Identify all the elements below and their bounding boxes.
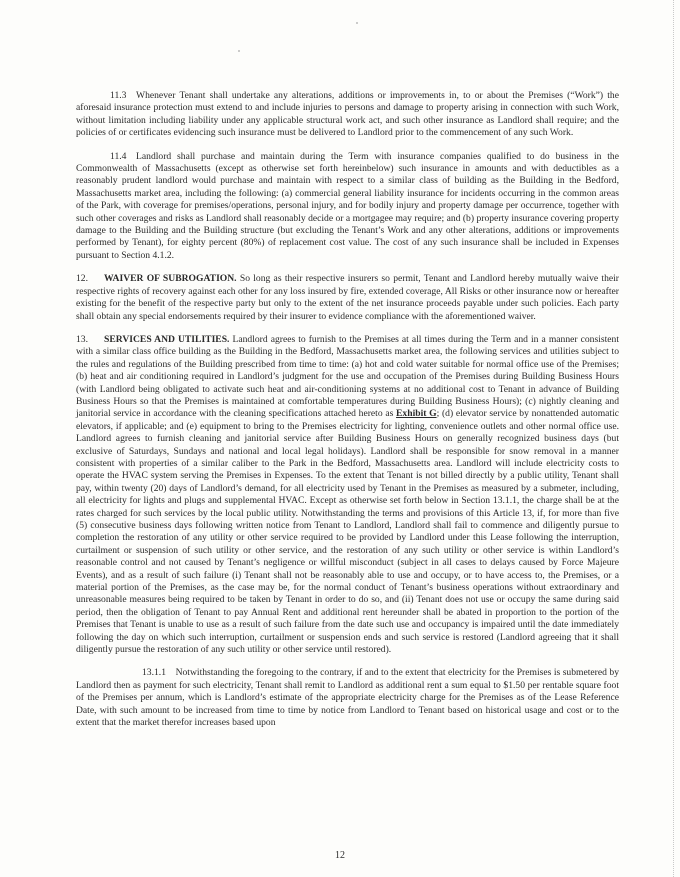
scan-edge: [665, 0, 674, 877]
section-12-heading: WAIVER OF SUBROGATION.: [104, 273, 237, 285]
section-12-number: 12.: [76, 273, 88, 285]
section-13-body-b: ; (d) elevator service by nonattended automatic elevators, if applicable; and (e) equipment to bring to the Premises electricity for lighting, convenience outlets and other normal office use. Landlord agrees to furnish cleaning and janitorial service after Building Business Hours on generally recognized business days (but exclusive of Saturdays, Sundays and national and local legal holidays). Landlord shall be responsible for snow removal in a manner consistent with properties of a similar caliber to the Park in the Bedford, Massachusetts area. Landlord will include electricity costs to operate the HVAC system serving the Premises in Expenses. To the extent that Tenant is not billed directly by a public utility, Tenant shall pay, within twenty (20) days of Landlord’s demand, for all electricity used by Tenant in the Premises as measured by a submeter, including, all electricity for lights and plugs and supplemental HVAC. Except as otherwise set forth below in Section 13.1.1, the charge shall be at the rates charged for such services by the local public utility. Notwithstanding the terms and provisions of this Article 13, if, for more than five (5) consecutive business days following written notice from Tenant to Landlord, Landlord shall fail to commence and diligently pursue to completion the restoration of any utility or other service required to be provided by Landlord under this Lease following the interruption, curtailment or suspension of such utility or other service, and the restoration of any such utility or other service is within Landlord’s reasonable control and not caused by Tenant’s negligence or willful misconduct (subject in all cases to delays caused by Force Majeure Events), and as a result of such failure (i) Tenant shall not be reasonably able to use and occupy, or to have access to, the Premises, or a material portion of the Premises, as the case may be, for the normal conduct of Tenant’s business operations without extraordinary and unreasonable measures being required to be taken by Tenant in order to do so, and (ii) Tenant does not use or occupy the same during said period, then the obligation of Tenant to pay Annual Rent and additional rent hereunder shall be abated in proportion to the portion of the Premises that Tenant is unable to use as a result of such failure from the date such use and occupancy is impaired until the date immediately following the day on which such interruption, curtailment or suspension ends and such service is restored (Landlord agreeing that it shall diligently pursue the restoration of any such utility or other service until restored).: [76, 408, 620, 656]
section-13: [76, 334, 619, 657]
section-13-heading: SERVICES AND UTILITIES.: [104, 333, 230, 345]
document-body: [76, 90, 619, 741]
section-12-body: So long as their respective insurers so permit, Tenant and Landlord hereby mutually waive their respective rights of recovery against each other for any loss insured by fire, extended coverage, All Risks or other insurance now or hereafter existing for the benefit of the respective party but only to the extent of the net insurance proceeds payable under such policies. Each party shall obtain any special endorsements required by their insurer to evidence compliance with the aforementioned waiver.: [76, 273, 619, 322]
paragraph-13-1-1: 13.1.1 Notwithstanding the foregoing to the contrary, if and to the extent that electricity for the Premises is submetered by Landlord then as payment for such electricity, Tenant shall remit to Landlord as additional rent a sum equal to $1.50 per rentable square foot of the Premises per annum, which is Landlord’s estimate of the appropriate electricity charge for the Premises as of the Lease Reference Date, with such amount to be increased from time to time by notice from Landlord to Tenant based on historical usage and cost or to the extent that the market therefor increases based upon: [76, 667, 619, 729]
scan-speck: [356, 22, 358, 24]
section-13-body-a: Landlord agrees to furnish to the Premises at all times during the Term and in a manner consistent with a similar class office building as the Building in the Bedford, Massachusetts market area, the following services and utilities subject to the rules and regulations of the Building prescribed from time to time: (a) hot and cold water suitable for normal office use of the Premises; (b) heat and air conditioning required in Landlord’s judgment for the use and occupation of the Premises during Building Business Hours (with Landlord being obligated to activate such heat and air-conditioning systems at no additional cost to Tenant in advance of Building Business Hours so that the Premises is maintained at comfortable temperatures during Building Business Hours); (c) nightly cleaning and janitorial service in accordance with the cleaning specifications attached hereto as: [76, 333, 619, 420]
page-number: 12: [335, 850, 345, 861]
section-12: [76, 273, 619, 323]
section-13-number: 13.: [76, 333, 88, 345]
paragraph-11-3: 11.3 Whenever Tenant shall undertake any alterations, additions or improvements in, to or about the Premises (“Work”) the aforesaid insurance protection must extend to and include injuries to persons and damage to property arising in connection with such Work, without limitation including liability under any applicable structural work act, and such other insurance as Landlord shall require; and the policies of or certificates evidencing such insurance must be delivered to Landlord prior to the commencement of any such Work.: [76, 90, 619, 139]
scan-speck: [238, 50, 240, 52]
exhibit-g-reference: Exhibit G: [396, 408, 437, 420]
paragraph-11-4: 11.4 Landlord shall purchase and maintain during the Term with insurance companies qualified to do business in the Commonwealth of Massachusetts (except as otherwise set forth hereinbelow) such insurance in amounts and with deductibles as a reasonably prudent landlord would purchase and maintain with respect to a similar class of building as the Building in the Bedford, Massachusetts market area, including the following: (a) commercial general liability insurance for incidents occurring in the common areas of the Park, with coverage for premises/operations, personal injury, and for bodily injury and property damage per occurrence, together with such other coverages and risks as Landlord shall reasonably decide or a mortgagee may require; and (b) property insurance covering property damage to the Building and the Building structure (but excluding the Tenant’s Work and any other alterations, additions or improvements performed by Tenant), for eighty percent (80%) of replacement cost value. The cost of any such insurance shall be included in Expenses pursuant to Section 4.1.2.: [76, 150, 619, 261]
